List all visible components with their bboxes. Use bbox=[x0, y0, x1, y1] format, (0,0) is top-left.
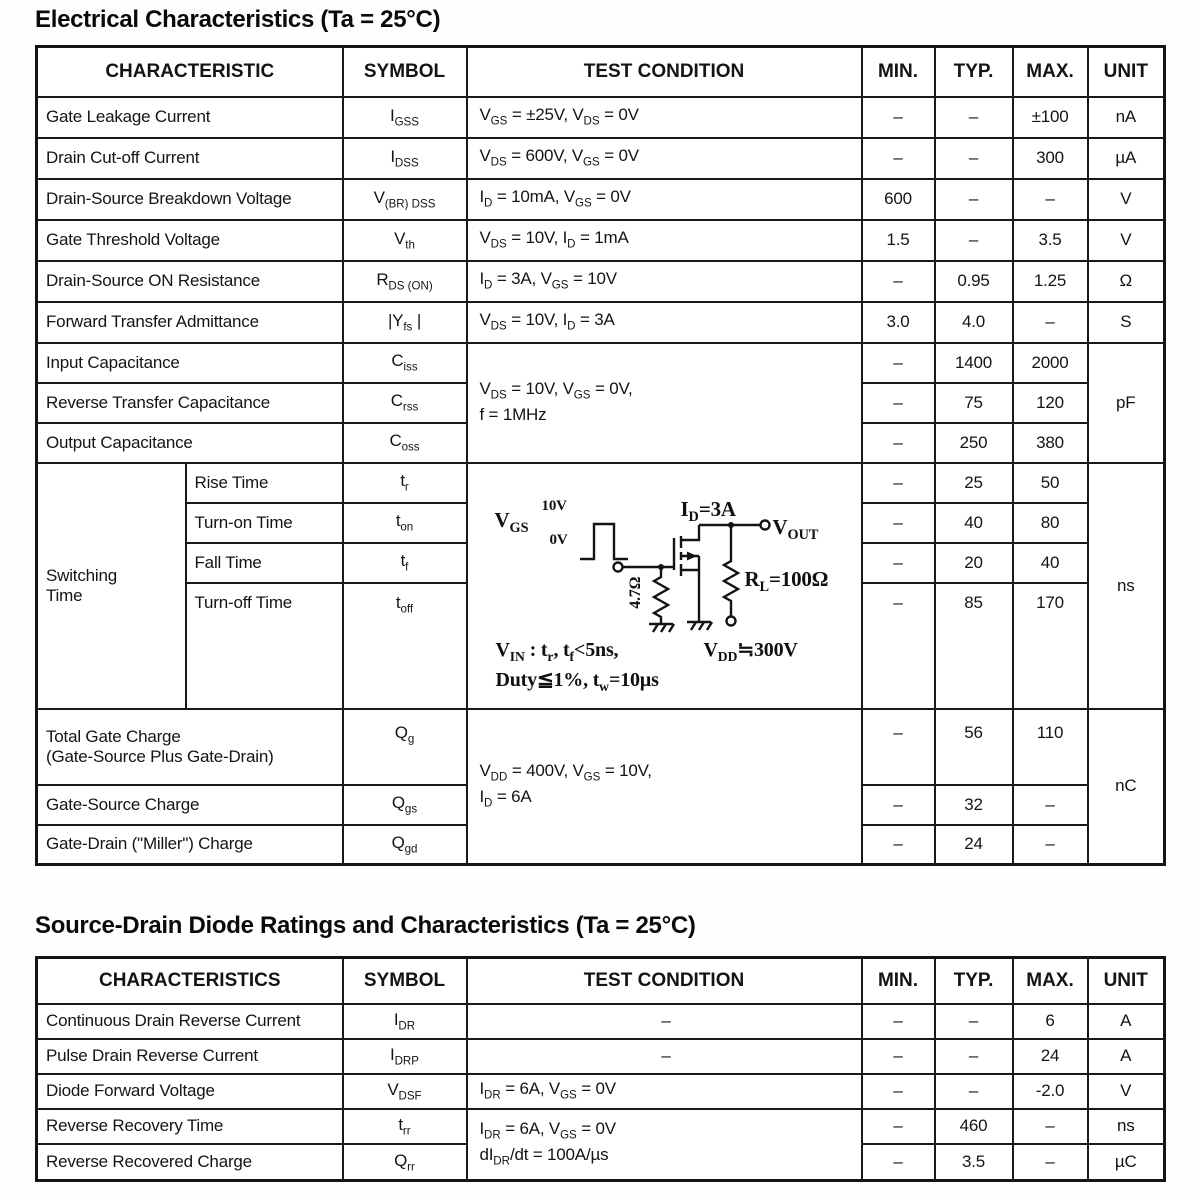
condition-cell: – bbox=[467, 1004, 862, 1039]
value-cell: -2.0 bbox=[1013, 1074, 1088, 1109]
header-cell: CHARACTERISTIC bbox=[37, 47, 343, 97]
value-cell: 24 bbox=[935, 825, 1013, 865]
value-cell: 380 bbox=[1013, 423, 1088, 463]
drain-current-label: $I_D=3A$ bbox=[680, 496, 736, 525]
table-row bbox=[37, 179, 1165, 220]
symbol-cell: $I_{DRP}$ bbox=[343, 1039, 467, 1074]
circuit-note-vin: $V_{IN}$ : $t_r$, $t_f<5ns$, bbox=[495, 638, 619, 664]
value-cell: – bbox=[862, 1109, 935, 1144]
value-cell: ±100 bbox=[1013, 97, 1088, 138]
value-cell: – bbox=[862, 503, 935, 543]
characteristic-cell: Switching Time bbox=[37, 463, 186, 709]
table-row bbox=[37, 261, 1165, 302]
value-cell: 600 bbox=[862, 179, 935, 220]
vout-label: $V_{OUT}$ bbox=[772, 514, 819, 543]
value-cell: – bbox=[862, 1144, 935, 1181]
value-cell: – bbox=[862, 383, 935, 423]
unit-cell: nA bbox=[1088, 97, 1165, 138]
switching-test-circuit-cell bbox=[467, 463, 862, 709]
table-row bbox=[37, 1004, 1165, 1039]
value-cell: – bbox=[862, 463, 935, 503]
value-cell: 1400 bbox=[935, 343, 1013, 383]
value-cell: 120 bbox=[1013, 383, 1088, 423]
characteristic-cell: Gate Threshold Voltage bbox=[37, 220, 343, 261]
symbol-cell: $|Y_{fs}$ | bbox=[343, 302, 467, 343]
value-cell: – bbox=[862, 1039, 935, 1074]
value-cell: – bbox=[862, 138, 935, 179]
pulse-waveform bbox=[580, 524, 628, 559]
value-cell: – bbox=[935, 179, 1013, 220]
symbol-cell: $t_r$ bbox=[343, 463, 467, 503]
unit-cell: V bbox=[1088, 179, 1165, 220]
symbol-cell: $V_{th}$ bbox=[343, 220, 467, 261]
table-row bbox=[37, 220, 1165, 261]
value-cell: – bbox=[862, 1004, 935, 1039]
vgs-high-label: 10V bbox=[541, 497, 567, 514]
symbol-cell: $C_{iss}$ bbox=[343, 343, 467, 383]
output-terminal bbox=[760, 520, 769, 529]
diode-ratings-title: Source-Drain Diode Ratings and Characteristics (Ta = 25°C) bbox=[35, 912, 696, 939]
header-cell: MIN. bbox=[862, 958, 935, 1004]
value-cell: 170 bbox=[1013, 583, 1088, 709]
unit-cell: ns bbox=[1088, 463, 1165, 709]
value-cell: – bbox=[935, 97, 1013, 138]
value-cell: 0.95 bbox=[935, 261, 1013, 302]
circuit-note-vdd: $V_{DD}≒300V$ bbox=[703, 638, 798, 664]
value-cell: 20 bbox=[935, 543, 1013, 583]
characteristic-cell: Turn-on Time bbox=[186, 503, 343, 543]
symbol-cell: $R_{DS (ON)}$ bbox=[343, 261, 467, 302]
unit-cell: Ω bbox=[1088, 261, 1165, 302]
condition-cell: $V_{DS} = 10V$, $I_D = 1mA$ bbox=[467, 220, 862, 261]
table-row bbox=[37, 47, 1165, 97]
value-cell: – bbox=[935, 1039, 1013, 1074]
input-terminal bbox=[613, 562, 622, 571]
unit-cell: A bbox=[1088, 1039, 1165, 1074]
value-cell: 1.25 bbox=[1013, 261, 1088, 302]
value-cell: – bbox=[935, 138, 1013, 179]
symbol-cell: $I_{DR}$ bbox=[343, 1004, 467, 1039]
value-cell: – bbox=[935, 1004, 1013, 1039]
symbol-cell: $I_{GSS}$ bbox=[343, 97, 467, 138]
value-cell: 250 bbox=[935, 423, 1013, 463]
header-cell: MAX. bbox=[1013, 47, 1088, 97]
condition-cell: – bbox=[467, 1039, 862, 1074]
characteristic-cell: Gate-Drain ("Miller") Charge bbox=[37, 825, 343, 865]
condition-cell: $I_{DR} = 6A$, $V_{GS} = 0V$ bbox=[467, 1074, 862, 1109]
unit-cell: nC bbox=[1088, 709, 1165, 865]
header-cell: SYMBOL bbox=[343, 47, 467, 97]
condition-cell: $I_{DR} = 6A$, $V_{GS} = 0V$ $dI_{DR}/dt = 100A/\mu s$ bbox=[467, 1109, 862, 1181]
switching-test-circuit bbox=[468, 464, 861, 708]
value-cell: 460 bbox=[935, 1109, 1013, 1144]
condition-cell: $V_{DS} = 10V$, $I_D = 3A$ bbox=[467, 302, 862, 343]
value-cell: 4.0 bbox=[935, 302, 1013, 343]
value-cell: 80 bbox=[1013, 503, 1088, 543]
characteristic-cell: Rise Time bbox=[186, 463, 343, 503]
unit-cell: µA bbox=[1088, 138, 1165, 179]
value-cell: – bbox=[1013, 785, 1088, 825]
header-cell: MAX. bbox=[1013, 958, 1088, 1004]
electrical-characteristics-title: Electrical Characteristics (Ta = 25°C) bbox=[35, 6, 441, 33]
vgs-low-label: 0V bbox=[549, 531, 568, 548]
characteristic-cell: Drain-Source Breakdown Voltage bbox=[37, 179, 343, 220]
diode-ratings-table bbox=[35, 956, 1166, 1182]
value-cell: 24 bbox=[1013, 1039, 1088, 1074]
characteristic-cell: Diode Forward Voltage bbox=[37, 1074, 343, 1109]
header-cell: TEST CONDITION bbox=[467, 958, 862, 1004]
characteristic-cell: Output Capacitance bbox=[37, 423, 343, 463]
unit-cell: pF bbox=[1088, 343, 1165, 463]
electrical-characteristics-table bbox=[35, 45, 1166, 866]
characteristic-cell: Drain Cut-off Current bbox=[37, 138, 343, 179]
table-row bbox=[37, 343, 1165, 383]
value-cell: 3.5 bbox=[935, 1144, 1013, 1181]
value-cell: – bbox=[1013, 1144, 1088, 1181]
value-cell: 110 bbox=[1013, 709, 1088, 785]
table-row bbox=[37, 709, 1165, 785]
characteristic-cell: Drain-Source ON Resistance bbox=[37, 261, 343, 302]
characteristic-cell: Fall Time bbox=[186, 543, 343, 583]
unit-cell: S bbox=[1088, 302, 1165, 343]
condition-cell: $V_{DD} = 400V$, $V_{GS} = 10V$, $I_D = 6A$ bbox=[467, 709, 862, 865]
supply-terminal bbox=[726, 616, 735, 625]
ground-symbol-gate bbox=[649, 624, 674, 632]
header-cell: UNIT bbox=[1088, 958, 1165, 1004]
table-row bbox=[37, 1074, 1165, 1109]
value-cell: – bbox=[862, 261, 935, 302]
symbol-cell: $Q_g$ bbox=[343, 709, 467, 785]
header-cell: TYP. bbox=[935, 47, 1013, 97]
header-cell: TEST CONDITION bbox=[467, 47, 862, 97]
value-cell: 32 bbox=[935, 785, 1013, 825]
condition-cell: $V_{DS} = 10V$, $V_{GS} = 0V$, f = 1MHz bbox=[467, 343, 862, 463]
condition-cell: $I_D = 3A$, $V_{GS} = 10V$ bbox=[467, 261, 862, 302]
table-row bbox=[37, 138, 1165, 179]
table-row bbox=[37, 1109, 1165, 1144]
symbol-cell: $C_{rss}$ bbox=[343, 383, 467, 423]
value-cell: – bbox=[862, 583, 935, 709]
value-cell: – bbox=[1013, 302, 1088, 343]
value-cell: – bbox=[862, 423, 935, 463]
value-cell: – bbox=[862, 785, 935, 825]
symbol-cell: $t_{rr}$ bbox=[343, 1109, 467, 1144]
characteristic-cell: Gate-Source Charge bbox=[37, 785, 343, 825]
characteristic-cell: Turn-off Time bbox=[186, 583, 343, 709]
header-cell: UNIT bbox=[1088, 47, 1165, 97]
mosfet-symbol bbox=[674, 525, 699, 622]
symbol-cell: $t_{on}$ bbox=[343, 503, 467, 543]
table-row bbox=[37, 958, 1165, 1004]
ground-symbol-source bbox=[687, 622, 712, 630]
condition-cell: $I_D = 10mA$, $V_{GS} = 0V$ bbox=[467, 179, 862, 220]
value-cell: – bbox=[862, 1074, 935, 1109]
header-cell: TYP. bbox=[935, 958, 1013, 1004]
circuit-note-duty: Duty≦1%, $t_w=10\mu s$ bbox=[495, 668, 659, 694]
symbol-cell: $Q_{gd}$ bbox=[343, 825, 467, 865]
vgs-label: $V_{GS}$ bbox=[494, 507, 529, 536]
value-cell: 3.5 bbox=[1013, 220, 1088, 261]
unit-cell: V bbox=[1088, 1074, 1165, 1109]
value-cell: – bbox=[862, 97, 935, 138]
value-cell: 25 bbox=[935, 463, 1013, 503]
characteristic-cell: Reverse Transfer Capacitance bbox=[37, 383, 343, 423]
value-cell: 56 bbox=[935, 709, 1013, 785]
symbol-cell: $V_{DSF}$ bbox=[343, 1074, 467, 1109]
characteristic-cell: Continuous Drain Reverse Current bbox=[37, 1004, 343, 1039]
symbol-cell: $t_f$ bbox=[343, 543, 467, 583]
gate-resistor bbox=[654, 567, 668, 624]
value-cell: 40 bbox=[1013, 543, 1088, 583]
characteristic-cell: Pulse Drain Reverse Current bbox=[37, 1039, 343, 1074]
symbol-cell: $Q_{rr}$ bbox=[343, 1144, 467, 1181]
symbol-cell: $C_{oss}$ bbox=[343, 423, 467, 463]
condition-cell: $V_{GS} = \pm 25V$, $V_{DS} = 0V$ bbox=[467, 97, 862, 138]
value-cell: – bbox=[1013, 179, 1088, 220]
characteristic-cell: Total Gate Charge (Gate-Source Plus Gate-Drain) bbox=[37, 709, 343, 785]
symbol-cell: $V_{(BR) DSS}$ bbox=[343, 179, 467, 220]
value-cell: – bbox=[1013, 825, 1088, 865]
value-cell: 300 bbox=[1013, 138, 1088, 179]
characteristic-cell: Input Capacitance bbox=[37, 343, 343, 383]
value-cell: 85 bbox=[935, 583, 1013, 709]
condition-cell: $V_{DS} = 600V$, $V_{GS} = 0V$ bbox=[467, 138, 862, 179]
value-cell: 50 bbox=[1013, 463, 1088, 503]
value-cell: 6 bbox=[1013, 1004, 1088, 1039]
symbol-cell: $t_{off}$ bbox=[343, 583, 467, 709]
table-row bbox=[37, 302, 1165, 343]
value-cell: – bbox=[1013, 1109, 1088, 1144]
value-cell: – bbox=[935, 1074, 1013, 1109]
value-cell: – bbox=[862, 825, 935, 865]
header-cell: SYMBOL bbox=[343, 958, 467, 1004]
value-cell: – bbox=[935, 220, 1013, 261]
characteristic-cell: Gate Leakage Current bbox=[37, 97, 343, 138]
unit-cell: A bbox=[1088, 1004, 1165, 1039]
header-cell: MIN. bbox=[862, 47, 935, 97]
table-row bbox=[37, 1039, 1165, 1074]
symbol-cell: $I_{DSS}$ bbox=[343, 138, 467, 179]
load-resistor-label: $R_L=100\Omega$ bbox=[744, 566, 829, 595]
value-cell: 1.5 bbox=[862, 220, 935, 261]
characteristic-cell: Forward Transfer Admittance bbox=[37, 302, 343, 343]
unit-cell: µC bbox=[1088, 1144, 1165, 1181]
value-cell: – bbox=[862, 343, 935, 383]
value-cell: 40 bbox=[935, 503, 1013, 543]
unit-cell: ns bbox=[1088, 1109, 1165, 1144]
load-resistor bbox=[724, 525, 738, 616]
characteristic-cell: Reverse Recovery Time bbox=[37, 1109, 343, 1144]
header-cell: CHARACTERISTICS bbox=[37, 958, 343, 1004]
value-cell: – bbox=[862, 543, 935, 583]
value-cell: 2000 bbox=[1013, 343, 1088, 383]
value-cell: 3.0 bbox=[862, 302, 935, 343]
unit-cell: V bbox=[1088, 220, 1165, 261]
table-row bbox=[37, 463, 1165, 503]
symbol-cell: $Q_{gs}$ bbox=[343, 785, 467, 825]
value-cell: – bbox=[862, 709, 935, 785]
value-cell: 75 bbox=[935, 383, 1013, 423]
table-row bbox=[37, 97, 1165, 138]
gate-resistor-label: 4.7Ω bbox=[626, 576, 644, 609]
characteristic-cell: Reverse Recovered Charge bbox=[37, 1144, 343, 1181]
